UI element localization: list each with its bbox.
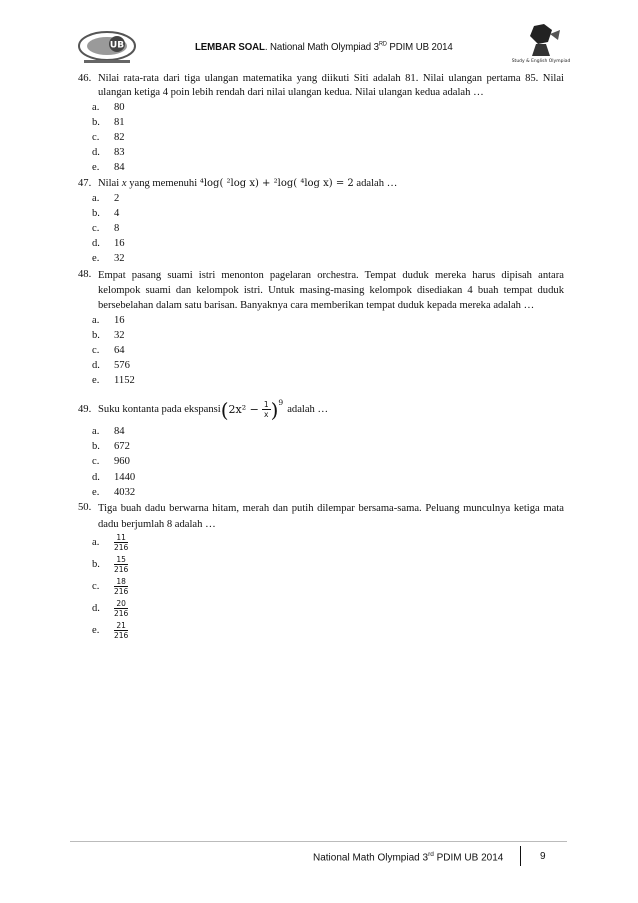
fraction-num: 11	[116, 533, 126, 543]
option-letter: b.	[92, 441, 100, 453]
option	[92, 116, 564, 131]
option	[92, 222, 564, 237]
option-fraction	[114, 533, 128, 552]
option-letter: a.	[92, 101, 100, 113]
option-value: 2	[114, 192, 120, 204]
options-49	[92, 425, 564, 500]
option	[92, 206, 564, 221]
question-text	[92, 177, 564, 191]
header-title-sup: RD	[378, 41, 387, 48]
fraction-num: 18	[116, 577, 126, 587]
question-number: 46.	[78, 73, 92, 84]
option-letter: d.	[92, 360, 100, 372]
option-value: 32	[114, 253, 125, 265]
fraction-den: 216	[114, 565, 129, 575]
options-50	[92, 532, 564, 642]
option-letter: c.	[92, 580, 100, 592]
question-text-mid: yang memenuhi	[126, 178, 200, 190]
header-title-tail: PDIM UB 2014	[386, 41, 453, 53]
option	[92, 313, 564, 328]
options-48	[92, 313, 564, 388]
fraction-den: 216	[114, 543, 129, 553]
option-value: 1152	[114, 375, 135, 387]
olympiad-logo	[511, 20, 571, 70]
question-number: 49.	[78, 403, 92, 415]
question-text-post: adalah …	[353, 178, 398, 190]
option-letter: c.	[92, 132, 100, 144]
fraction-den: 216	[114, 609, 129, 619]
option	[92, 131, 564, 146]
ub-logo	[76, 24, 138, 66]
option-value: 64	[114, 345, 125, 357]
log-expression: ⁴log( ²log x) + ²log( ⁴log x) = 2	[199, 178, 354, 190]
expr-exponent: 9	[278, 397, 284, 407]
option-fraction	[114, 621, 128, 640]
option	[92, 359, 564, 374]
footer-text-pre: National Math Olympiad 3	[313, 852, 429, 864]
option-value: 83	[114, 147, 125, 159]
option-letter: b.	[92, 329, 100, 341]
question-text-pre: Suku kontanta pada ekspansi	[98, 403, 221, 415]
option-letter: a.	[92, 536, 100, 548]
option	[92, 252, 564, 267]
option-value: 672	[114, 441, 130, 453]
option-fraction	[114, 599, 128, 618]
option	[92, 455, 564, 470]
option-letter: e.	[92, 375, 100, 387]
fraction-num: 21	[116, 621, 126, 631]
question-50	[78, 501, 564, 531]
page-number: 9	[540, 851, 546, 862]
options-47	[92, 191, 564, 266]
fraction-num: 20	[116, 599, 126, 609]
option-value: 84	[114, 426, 125, 438]
header-title: LEMBAR SOAL. National Math Olympiad 3RD PDIM UB 2014	[195, 41, 453, 53]
fraction-num: 15	[116, 555, 126, 565]
binomial-expression: ( 2x² − $\frac{1}{x}$ ) 9	[220, 397, 284, 422]
question-49	[78, 395, 564, 425]
option-value: 32	[114, 329, 125, 341]
ub-logo-text: UB	[109, 40, 125, 51]
question-text-post: adalah …	[287, 403, 329, 415]
option	[92, 374, 564, 389]
option-letter: d.	[92, 238, 100, 250]
option	[92, 485, 564, 500]
option-letter: d.	[92, 147, 100, 159]
expr-frac-num: 1	[263, 400, 269, 410]
footer-text-post: PDIM UB 2014	[433, 852, 504, 864]
option	[92, 161, 564, 176]
question-number: 48.	[78, 268, 92, 280]
option	[92, 532, 564, 554]
question-48	[78, 268, 564, 314]
option	[92, 101, 564, 116]
option	[92, 598, 564, 620]
option	[92, 554, 564, 576]
option-letter: b.	[92, 207, 100, 219]
option	[92, 237, 564, 252]
option	[92, 329, 564, 344]
question-number: 50.	[78, 502, 92, 514]
option-letter: e.	[92, 253, 100, 265]
option-letter: c.	[92, 222, 100, 234]
footer-text	[313, 851, 503, 863]
footer-divider	[70, 841, 567, 842]
question-var: x	[121, 178, 127, 190]
question-46	[78, 72, 564, 101]
option-value: 16	[114, 238, 125, 250]
option-value: 8	[114, 222, 120, 234]
option-letter: c.	[92, 456, 100, 468]
option-value: 1440	[114, 471, 136, 483]
question-text: Tiga buah dadu berwarna hitam, merah dan putih dilempar bersama-sama. Peluang munculnya ketiga mata dadu berjumlah 8 adalah …	[98, 503, 564, 530]
olympiad-logo-text: Study & English Olympiad	[511, 59, 571, 64]
options-46	[92, 101, 564, 176]
option	[92, 425, 564, 440]
option-letter: c.	[92, 345, 100, 357]
option	[92, 576, 564, 598]
option-value: 16	[114, 314, 125, 326]
expr-frac-den: x	[263, 410, 269, 420]
question-text-pre: Nilai	[98, 178, 122, 190]
option-letter: e.	[92, 486, 100, 498]
expr-left: 2x² −	[228, 402, 259, 416]
option	[92, 440, 564, 455]
option-value: 4	[114, 207, 120, 219]
option-letter: a.	[92, 192, 100, 204]
option-value: 80	[114, 101, 125, 113]
option-letter: b.	[92, 558, 100, 570]
fraction-den: 216	[114, 587, 129, 597]
fraction-den: 216	[114, 631, 129, 641]
option-letter: d.	[92, 471, 100, 483]
header-title-bold: LEMBAR SOAL	[195, 41, 265, 53]
question-list	[78, 72, 564, 642]
option	[92, 191, 564, 206]
option-letter: d.	[92, 602, 100, 614]
option-fraction	[114, 555, 128, 574]
option	[92, 344, 564, 359]
option-letter: a.	[92, 314, 100, 326]
header-title-rest: National Math Olympiad 3	[270, 41, 379, 53]
option-fraction	[114, 577, 128, 596]
option	[92, 146, 564, 161]
option	[92, 470, 564, 485]
option-letter: e.	[92, 624, 100, 636]
option-letter: a.	[92, 426, 100, 438]
option-value: 81	[114, 117, 125, 129]
question-47	[78, 177, 564, 191]
question-text	[92, 397, 564, 422]
question-number: 47.	[78, 178, 92, 190]
footer-text-sup: rd	[428, 851, 434, 858]
option-value: 82	[114, 132, 125, 144]
option-letter: e.	[92, 162, 100, 174]
option-value: 84	[114, 162, 125, 174]
footer-separator	[520, 846, 521, 866]
option	[92, 620, 564, 642]
option-value: 576	[114, 360, 130, 372]
option-letter: b.	[92, 117, 100, 129]
option-value: 960	[114, 456, 130, 468]
option-value: 4032	[114, 486, 136, 498]
question-text: Empat pasang suami istri menonton pagelaran orchestra. Tempat duduk mereka harus dipisah antara kelompok suami dan kelompok istri. Untuk masing-masing kelompok disediakan 4 buah tempat duduk bersebelahan dalam satu barisan. Banyaknya cara memberikan tempat duduk kepada mereka adalah …	[98, 269, 564, 312]
question-text: Nilai rata-rata dari tiga ulangan matematika yang diikuti Siti adalah 81. Nilai ulangan pertama 85. Nilai ulangan ketiga 4 poin lebih rendah dari nilai ulangan kedua. Nilai ulangan kedua adalah …	[98, 73, 564, 99]
